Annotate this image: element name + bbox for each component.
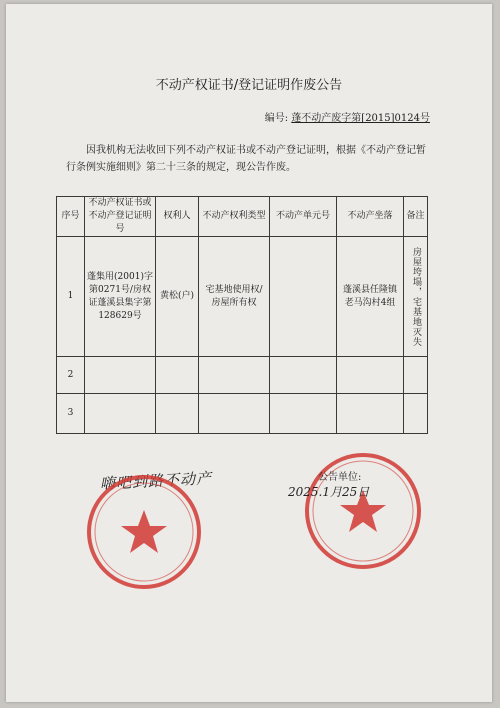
header-cell: 不动产坐落 <box>337 197 404 237</box>
remark-text: 房屋垮塌，宅基地灭失 <box>411 246 421 347</box>
header-cell: 不动产权证书或不动产登记证明号 <box>85 197 156 237</box>
right-holder <box>156 357 199 394</box>
row-number: 3 <box>57 394 85 434</box>
row-number: 2 <box>57 357 85 394</box>
right-holder: 黄松(户) <box>156 237 199 357</box>
official-seal-left <box>82 470 206 594</box>
table-row <box>57 394 428 434</box>
table-row <box>57 357 428 394</box>
document-number-value: 蓬不动产废字第[2015]0124号 <box>291 113 430 124</box>
certificate-number <box>85 394 156 434</box>
table-row <box>57 237 428 357</box>
unit-number <box>270 357 337 394</box>
unit-number <box>270 237 337 357</box>
document-number-label: 编号: <box>264 113 289 124</box>
certificate-number: 蓬集用(2001)字第0271号/房权证蓬溪县集字第128629号 <box>85 237 156 357</box>
header-cell: 不动产权利类型 <box>199 197 270 237</box>
document-number <box>265 109 430 124</box>
location: 蓬溪县任隆镇老马沟村4组 <box>337 237 404 357</box>
handwritten-signature: 嗨吧到路不动产 <box>99 469 213 493</box>
remark <box>404 394 428 434</box>
header-cell: 序号 <box>57 197 85 237</box>
revocation-table <box>56 196 428 434</box>
right-type: 宅基地使用权/房屋所有权 <box>199 237 270 357</box>
remark <box>404 237 428 357</box>
unit-number <box>270 394 337 434</box>
location <box>337 357 404 394</box>
header-cell: 备注 <box>404 197 428 237</box>
remark <box>404 357 428 394</box>
header-cell: 不动产单元号 <box>270 197 337 237</box>
row-number: 1 <box>57 237 85 357</box>
page-title: 不动产权证书/登记证明作废公告 <box>155 78 343 93</box>
issuing-unit-label: 公告单位: <box>318 472 362 483</box>
announcement-text: 因我机构无法收回下列不动产权证书或不动产登记证明，根据《不动产登记暂行条例实施细则》第二十三条的规定，现公告作废。 <box>66 145 426 173</box>
announcement-date: 2025.1月25日 <box>288 485 370 499</box>
right-type <box>199 394 270 434</box>
right-type <box>199 357 270 394</box>
certificate-number <box>85 357 156 394</box>
right-holder <box>156 394 199 434</box>
header-cell: 权利人 <box>156 197 199 237</box>
table-header-row <box>57 197 428 237</box>
location <box>337 394 404 434</box>
